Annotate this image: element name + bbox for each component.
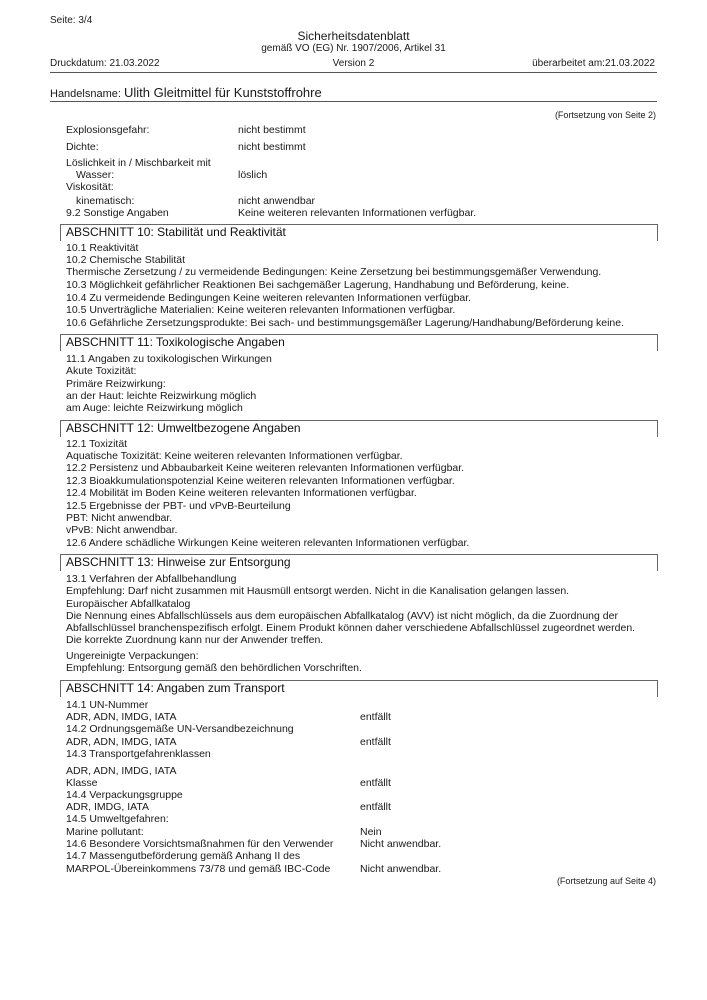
s14-line-9: ADR, IMDG, IATA <box>66 801 150 813</box>
s14-line-7: Klasse <box>66 777 98 789</box>
s12-line-2: Aquatische Toxizität: Keine weiteren relevanten Informationen verfügbar. <box>66 450 403 462</box>
viscosity-label: Viskosität: <box>66 181 114 193</box>
s10-line-7: 10.6 Gefährliche Zersetzungsprodukte: Bei sach- und bestimmungsgemäßer Lagerung/Handhabung/Beförderung keine. <box>66 317 625 329</box>
s14-line-5: 14.3 Transportgefahrenklassen <box>66 748 211 760</box>
section-10-title: ABSCHNITT 10: Stabilität und Reaktivität <box>66 225 286 239</box>
water-value: löslich <box>238 169 268 181</box>
s14-line-4: ADR, ADN, IMDG, IATA <box>66 736 177 748</box>
kinematic-value: nicht anwendbar <box>238 195 316 207</box>
s12-line-5: 12.4 Mobilität im Boden Keine weiteren relevanten Informationen verfügbar. <box>66 487 417 499</box>
s10-line-6: 10.5 Unverträgliche Materialien: Keine weiteren relevanten Informationen verfügbar. <box>66 304 456 316</box>
s11-line-4: an der Haut: leichte Reizwirkung möglich <box>66 390 257 402</box>
s14-line-8: 14.4 Verpackungsgruppe <box>66 789 183 801</box>
continued-on: (Fortsetzung auf Seite 4) <box>556 876 656 886</box>
s14-value-9: entfällt <box>360 801 391 813</box>
version: Version 2 <box>332 58 375 69</box>
water-label: Wasser: <box>76 169 115 181</box>
header-divider <box>50 72 657 73</box>
kinematic-label: kinematisch: <box>76 195 135 207</box>
s14-line-14: MARPOL-Übereinkommens 73/78 und gemäß IBC-Code <box>66 863 331 875</box>
s12-line-3: 12.2 Persistenz und Abbaubarkeit Keine weiteren relevanten Informationen verfügbar. <box>66 462 465 474</box>
tradename-value: Ulith Gleitmittel für Kunststoffrohre <box>124 85 322 100</box>
explosion-value: nicht bestimmt <box>238 124 306 136</box>
density-value: nicht bestimmt <box>238 141 306 153</box>
s12-line-4: 12.3 Bioakkumulationspotenzial Keine weiteren relevanten Informationen verfügbar. <box>66 475 455 487</box>
continued-from: (Fortsetzung von Seite 2) <box>554 110 656 120</box>
s13-line-7: Ungereinigte Verpackungen: <box>66 650 199 662</box>
s14-line-6: ADR, ADN, IMDG, IATA <box>66 765 177 777</box>
s11-line-5: am Auge: leichte Reizwirkung möglich <box>66 402 243 414</box>
tradename <box>50 85 322 100</box>
section-13-title: ABSCHNITT 13: Hinweise zur Entsorgung <box>66 555 291 569</box>
s14-value-14: Nicht anwendbar. <box>360 863 442 875</box>
s14-line-1: 14.1 UN-Nummer <box>66 699 149 711</box>
s12-line-7: PBT: Nicht anwendbar. <box>66 512 173 524</box>
section-12-title: ABSCHNITT 12: Umweltbezogene Angaben <box>66 421 301 435</box>
tradename-divider <box>50 101 657 102</box>
section-14-title: ABSCHNITT 14: Angaben zum Transport <box>66 681 285 695</box>
s14-value-2: entfällt <box>360 711 391 723</box>
s12-line-8: vPvB: Nicht anwendbar. <box>66 524 178 536</box>
page-number: Seite: 3/4 <box>50 15 93 26</box>
s10-line-2: 10.2 Chemische Stabilität <box>66 254 186 266</box>
s14-value-7: entfällt <box>360 777 391 789</box>
print-date: Druckdatum: 21.03.2022 <box>50 58 160 69</box>
s10-line-4: 10.3 Möglichkeit gefährlicher Reaktionen Bei sachgemäßer Lagerung, Handhabung und Beförderung, keine. <box>66 279 570 291</box>
s13-line-1: 13.1 Verfahren der Abfallbehandlung <box>66 573 237 585</box>
other-info-value: Keine weiteren relevanten Informationen verfügbar. <box>238 207 477 219</box>
other-info-label: 9.2 Sonstige Angaben <box>66 207 169 219</box>
s13-line-4: Die Nennung eines Abfallschlüssels aus dem europäischen Abfallkatalog (AVV) ist nicht möglich, da die Zuordnung der <box>66 610 618 622</box>
s14-line-10: 14.5 Umweltgefahren: <box>66 813 169 825</box>
s12-line-1: 12.1 Toxizität <box>66 438 128 450</box>
tradename-label: Handelsname: <box>50 88 121 100</box>
s11-line-3: Primäre Reizwirkung: <box>66 378 166 390</box>
s14-line-11: Marine pollutant: <box>66 826 144 838</box>
s13-line-2: Empfehlung: Darf nicht zusammen mit Hausmüll entsorgt werden. Nicht in die Kanalisation gelangen lassen. <box>66 585 570 597</box>
s14-line-12: 14.6 Besondere Vorsichtsmaßnahmen für den Verwender <box>66 838 334 850</box>
s10-line-5: 10.4 Zu vermeidende Bedingungen Keine weiteren relevanten Informationen verfügbar. <box>66 292 472 304</box>
s13-line-8: Empfehlung: Entsorgung gemäß den behördlichen Vorschriften. <box>66 662 362 674</box>
s10-line-1: 10.1 Reaktivität <box>66 242 139 254</box>
s11-line-1: 11.1 Angaben zu toxikologischen Wirkungen <box>66 353 272 365</box>
explosion-label: Explosionsgefahr: <box>66 124 150 136</box>
s12-line-9: 12.6 Andere schädliche Wirkungen Keine weiteren relevanten Informationen verfügbar. <box>66 537 470 549</box>
s14-value-12: Nicht anwendbar. <box>360 838 442 850</box>
section-11-title: ABSCHNITT 11: Toxikologische Angaben <box>66 335 285 349</box>
density-label: Dichte: <box>66 141 99 153</box>
s12-line-6: 12.5 Ergebnisse der PBT- und vPvB-Beurteilung <box>66 500 291 512</box>
revision-date: überarbeitet am:21.03.2022 <box>532 58 655 69</box>
s14-value-4: entfällt <box>360 736 391 748</box>
solubility-label: Löslichkeit in / Mischbarkeit mit <box>66 157 211 169</box>
regulation-line: gemäß VO (EG) Nr. 1907/2006, Artikel 31 <box>261 43 446 54</box>
s14-line-2: ADR, ADN, IMDG, IATA <box>66 711 177 723</box>
s13-line-3: Europäischer Abfallkatalog <box>66 598 191 610</box>
s13-line-6: Die korrekte Zuordnung kann nur der Anwender treffen. <box>66 634 324 646</box>
s11-line-2: Akute Toxizität: <box>66 365 137 377</box>
s10-line-3: Thermische Zersetzung / zu vermeidende Bedingungen: Keine Zersetzung bei bestimmungsgemäßer Verwendung. <box>66 266 602 278</box>
s14-line-3: 14.2 Ordnungsgemäße UN-Versandbezeichnung <box>66 723 294 735</box>
s13-line-5: Abfallschlüssel branchenspezifisch erfolgt. Einem Produkt können daher verschiedene Abfallschlüssel zugeordnet werden. <box>66 622 636 634</box>
s14-value-11: Nein <box>360 826 382 838</box>
document-title: Sicherheitsdatenblatt <box>297 29 410 43</box>
s14-line-13: 14.7 Massengutbeförderung gemäß Anhang II des <box>66 850 301 862</box>
